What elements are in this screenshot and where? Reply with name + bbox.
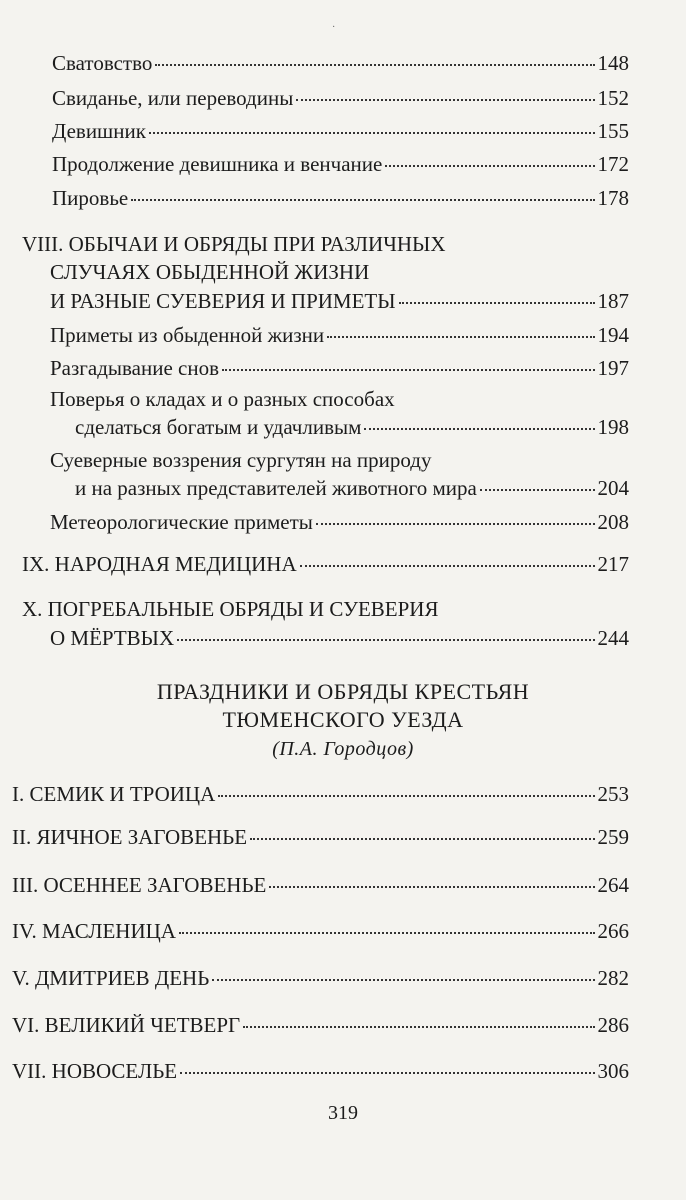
toc-entry — [50, 322, 629, 348]
toc-entry-page: 178 — [597, 186, 629, 210]
toc-entry-title: V. ДМИТРИЕВ ДЕНЬ — [12, 966, 210, 990]
toc-entry — [52, 151, 629, 177]
toc-entry — [12, 918, 629, 944]
toc-entry — [50, 509, 629, 535]
dot-leader — [180, 1072, 594, 1074]
dot-leader — [222, 369, 594, 371]
toc-entry-page: 208 — [597, 510, 629, 534]
toc-entry-title: III. ОСЕННЕЕ ЗАГОВЕНЬЕ — [12, 873, 267, 897]
toc-entry-page: 187 — [597, 289, 629, 313]
toc-entry-page: 253 — [597, 782, 629, 806]
toc-entry-title: Свиданье, или переводины — [52, 86, 294, 110]
toc-entry — [12, 965, 629, 991]
dot-leader — [131, 199, 594, 201]
dot-leader — [155, 64, 594, 66]
toc-entry-title: IV. МАСЛЕНИЦА — [12, 919, 176, 943]
toc-entry-title: Сватовство — [52, 51, 153, 75]
toc-entry — [52, 118, 629, 144]
toc-entry — [12, 872, 629, 898]
toc-entry-page: 282 — [597, 966, 629, 990]
toc-entry — [50, 355, 629, 381]
dot-leader — [218, 795, 594, 797]
toc-entry-title: Приметы из обыденной жизни — [50, 323, 325, 347]
toc-entry-title: сделаться богатым и удачливым — [75, 415, 362, 439]
section-heading-line2: ТЮМЕНСКОГО УЕЗДА — [222, 707, 464, 732]
dot-leader — [300, 565, 595, 567]
toc-entry-page: 306 — [597, 1059, 629, 1083]
dot-leader — [385, 165, 594, 167]
toc-entry — [12, 1012, 629, 1038]
toc-entry — [12, 824, 629, 850]
dot-leader — [177, 639, 594, 641]
dot-leader — [327, 336, 594, 338]
dot-leader — [149, 132, 595, 134]
toc-entry-page: 152 — [597, 86, 629, 110]
toc-entry — [12, 1058, 629, 1084]
toc-entry-page: 155 — [597, 119, 629, 143]
page-number: 319 — [328, 1102, 358, 1124]
toc-entry-page: 217 — [597, 552, 629, 576]
toc-entry — [75, 475, 629, 501]
toc-entry — [52, 185, 629, 211]
toc-entry — [52, 50, 629, 76]
toc-entry-page: 172 — [597, 152, 629, 176]
toc-entry-title: II. ЯИЧНОЕ ЗАГОВЕНЬЕ — [12, 825, 248, 849]
toc-entry-title: И РАЗНЫЕ СУЕВЕРИЯ И ПРИМЕТЫ — [50, 289, 396, 313]
toc-entry — [12, 781, 629, 807]
toc-entry-title: VII. НОВОСЕЛЬЕ — [12, 1059, 178, 1083]
toc-entry-title-line: Поверья о кладах и о разных способах — [50, 387, 395, 411]
page-mark: · — [332, 22, 336, 33]
toc-entry-title: Девишник — [52, 119, 146, 143]
toc-entry — [75, 414, 629, 440]
dot-leader — [316, 523, 595, 525]
toc-entry — [22, 551, 629, 577]
toc-entry-page: 286 — [597, 1013, 629, 1037]
toc-entry — [50, 288, 629, 314]
dot-leader — [364, 428, 594, 430]
toc-entry-page: 204 — [597, 476, 629, 500]
chapter-title-line: СЛУЧАЯХ ОБЫДЕННОЙ ЖИЗНИ — [50, 260, 370, 284]
toc-entry-title: VI. ВЕЛИКИЙ ЧЕТВЕРГ — [12, 1013, 241, 1037]
dot-leader — [179, 932, 595, 934]
dot-leader — [480, 489, 595, 491]
toc-entry-title-line: Суеверные воззрения сургутян на природу — [50, 448, 432, 472]
dot-leader — [269, 886, 594, 888]
toc-entry — [50, 625, 629, 651]
toc-entry-page: 194 — [597, 323, 629, 347]
toc-entry-title: I. СЕМИК И ТРОИЦА — [12, 782, 216, 806]
section-author: (П.А. Городцов) — [272, 738, 414, 760]
toc-entry-page: 259 — [597, 825, 629, 849]
dot-leader — [250, 838, 594, 840]
toc-entry-title: Метеорологические приметы — [50, 510, 313, 534]
chapter-title-line: X. ПОГРЕБАЛЬНЫЕ ОБРЯДЫ И СУЕВЕРИЯ — [22, 597, 439, 621]
section-heading-line1: ПРАЗДНИКИ И ОБРЯДЫ КРЕСТЬЯН — [156, 679, 530, 704]
toc-entry-page: 266 — [597, 919, 629, 943]
toc-entry-title: Пировье — [52, 186, 129, 210]
toc-entry — [52, 85, 629, 111]
toc-entry-page: 148 — [597, 51, 629, 75]
toc-entry-title: IX. НАРОДНАЯ МЕДИЦИНА — [22, 552, 297, 576]
dot-leader — [243, 1026, 594, 1028]
toc-entry-title: Продолжение девишника и венчание — [52, 152, 383, 176]
chapter-title-line: VIII. ОБЫЧАИ И ОБРЯДЫ ПРИ РАЗЛИЧНЫХ — [22, 232, 446, 256]
toc-entry-title: Разгадывание снов — [50, 356, 220, 380]
toc-entry-page: 198 — [597, 415, 629, 439]
toc-entry-title: и на разных представителей животного мира — [75, 476, 477, 500]
toc-entry-page: 264 — [597, 873, 629, 897]
dot-leader — [296, 99, 594, 101]
toc-entry-page: 244 — [597, 626, 629, 650]
toc-entry-page: 197 — [597, 356, 629, 380]
dot-leader — [399, 302, 595, 304]
toc-entry-title: О МЁРТВЫХ — [50, 626, 175, 650]
dot-leader — [212, 979, 594, 981]
